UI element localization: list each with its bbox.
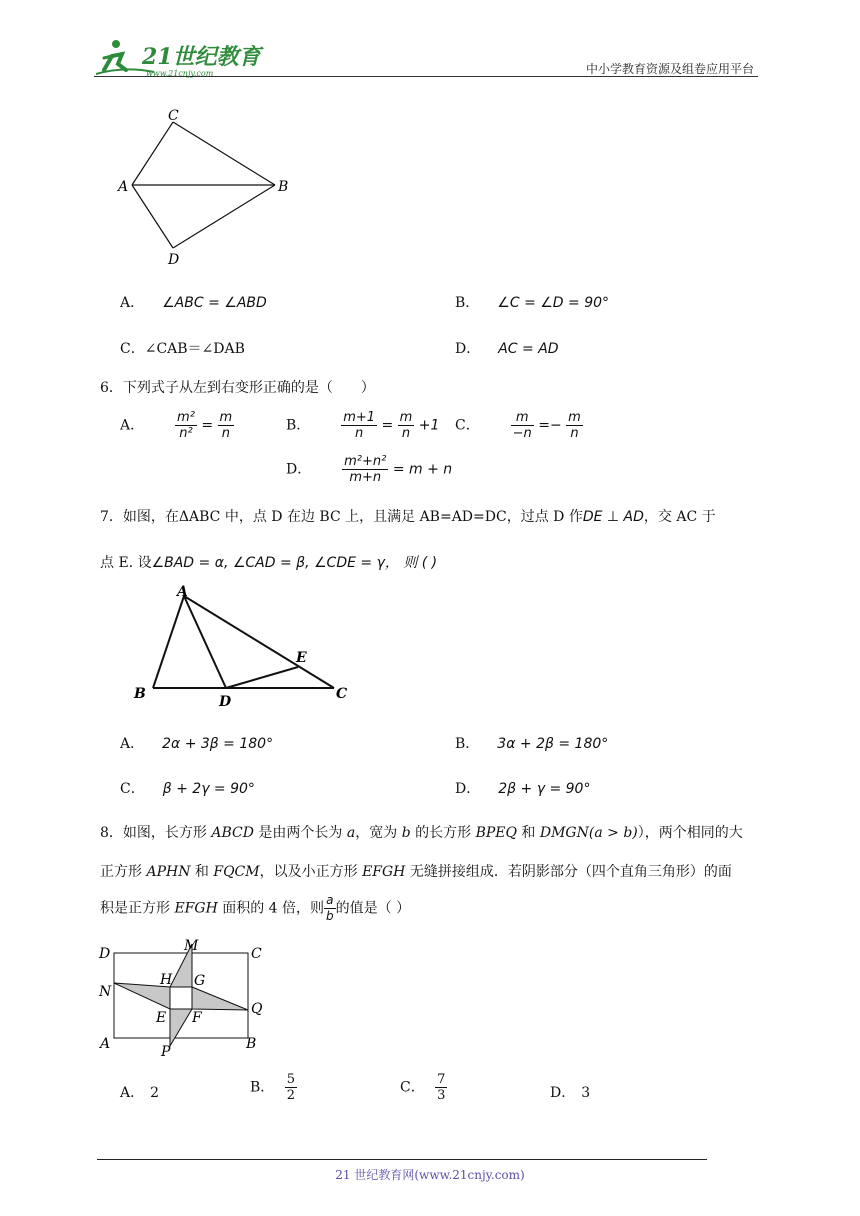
option-letter: A．: [120, 417, 145, 434]
q5-option-c[interactable]: [120, 338, 245, 358]
q8-text: 无缝拼接组成．若阴影部分（四个直角三角形）的面: [405, 864, 732, 880]
q8-var: ABCD: [211, 825, 254, 841]
q8-var: (a > b): [588, 825, 638, 841]
logo-sub-text: www.21cnjy.com: [146, 69, 214, 78]
option-letter: D．: [550, 1085, 576, 1101]
runner-logo-icon: [94, 36, 264, 80]
q8-stem-line2: [100, 861, 732, 881]
q8-text: ），两个相同的大: [637, 825, 743, 841]
q8-text: 和: [516, 825, 540, 841]
q5-label-d: D: [168, 252, 180, 268]
frac-num: m: [399, 410, 413, 425]
q7-figure: [128, 582, 360, 710]
option-text: β + 2γ = 90°: [162, 781, 255, 797]
frac-den: n: [401, 426, 411, 441]
q7-math: ∠BAD = α, ∠CAD = β, ∠CDE = γ: [151, 555, 385, 571]
footer-divider: [97, 1159, 707, 1160]
frac-den: n²: [179, 426, 193, 441]
frac-den: n: [354, 426, 364, 441]
q5-label-b: B: [278, 179, 289, 195]
q8-label-f: F: [192, 1010, 202, 1026]
option-text: 2β + γ = 90°: [498, 781, 591, 797]
q7-option-d[interactable]: [455, 778, 590, 798]
q5-option-d[interactable]: [455, 338, 559, 358]
q7-label-d: D: [219, 694, 232, 710]
q8-stem-line1: [100, 822, 743, 842]
q8-var: b: [401, 825, 411, 841]
frac-num: m: [219, 410, 233, 425]
q8-var: DMGN: [539, 825, 589, 841]
q7-text: 7．如图，在ΔABC 中，点 D 在边 BC 上，且满足 AB=AD=DC，过点 D 作: [100, 509, 583, 525]
option-letter: C．: [120, 341, 145, 357]
option-letter: C．: [455, 417, 480, 434]
frac-den: n: [221, 426, 230, 441]
q5-option-a[interactable]: [120, 292, 267, 312]
option-letter: C．: [400, 1079, 425, 1096]
q8-text: 的值是（ ）: [335, 900, 411, 917]
q7-stem-line2: [100, 552, 437, 572]
q7-math: DE ⊥ AD: [582, 509, 644, 525]
q8-text: 的长方形: [410, 825, 476, 841]
option-text: AC = AD: [498, 341, 559, 357]
option-letter: B．: [250, 1079, 275, 1096]
option-text: 2α + 3β = 180°: [162, 736, 274, 752]
q7-stem-line1: [100, 506, 716, 526]
option-letter: D．: [286, 461, 312, 478]
q8-label-m: M: [184, 938, 199, 954]
option-rhs: = m + n: [392, 461, 453, 478]
q8-text: ，以及小正方形: [259, 864, 363, 880]
q5-label-c: C: [168, 108, 179, 124]
q8-figure: [94, 936, 274, 1060]
frac-num: a: [324, 893, 336, 909]
q8-label-h: H: [160, 972, 173, 988]
q7-text: ， 则 ( ): [384, 555, 438, 571]
q8-text: 和: [190, 864, 214, 880]
footer-link[interactable]: 21 世纪教育网(www.21cnjy.com): [335, 1168, 525, 1182]
option-letter: A．: [120, 1085, 145, 1101]
q7-label-a: A: [177, 584, 188, 600]
q5-figure: [110, 104, 300, 268]
q8-var: a: [346, 825, 356, 841]
q7-option-c[interactable]: [120, 778, 255, 798]
option-letter: A．: [120, 295, 145, 311]
q8-var: FQCM: [213, 864, 260, 880]
q7-label-c: C: [336, 686, 348, 702]
q6-option-a[interactable]: A． $\frac{\text{m²}}{\text{n²}}$ = $\frac{m}{n}$: [120, 410, 233, 441]
q8-label-q: Q: [251, 1001, 263, 1017]
option-letter: B．: [286, 417, 311, 434]
logo-main-text: 21世纪教育: [142, 44, 261, 70]
option-tail: +1: [418, 417, 440, 434]
q8-label-b: B: [246, 1036, 257, 1052]
frac-den: n: [570, 426, 579, 441]
frac-num: 7: [437, 1072, 446, 1087]
frac-num: m: [568, 410, 581, 425]
frac-den: b: [326, 909, 334, 923]
q8-label-c: C: [251, 946, 262, 962]
option-letter: C．: [120, 781, 145, 797]
q8-var: EFGH: [362, 864, 406, 880]
header-divider: [94, 76, 758, 77]
option-text: ∠CAB＝∠DAB: [144, 341, 245, 357]
frac-num: m: [511, 410, 534, 426]
q8-option-b[interactable]: [250, 1072, 297, 1103]
q5-label-a: A: [118, 179, 129, 195]
option-text: ∠C = ∠D = 90°: [497, 295, 610, 311]
q6-option-b[interactable]: B． $\frac{m+1}{n}$ = $\frac{m}{n}$ +1: [286, 410, 440, 441]
frac-num: m²: [177, 410, 195, 425]
q8-label-n: N: [99, 984, 112, 1000]
q8-option-c[interactable]: [400, 1072, 447, 1103]
option-sign: =−: [538, 417, 562, 434]
q7-text: ，交 AC 于: [643, 509, 716, 525]
q8-label-p: P: [161, 1044, 171, 1060]
header-platform-text: 中小学教育资源及组卷应用平台: [585, 62, 754, 76]
option-letter: D．: [455, 781, 481, 797]
q8-option-d[interactable]: [550, 1082, 590, 1102]
frac-den: 3: [437, 1088, 446, 1103]
q8-label-e: E: [156, 1010, 167, 1026]
q8-text: 正方形: [100, 864, 147, 880]
frac-den: m+n: [349, 470, 382, 485]
q5-option-b[interactable]: [455, 292, 609, 312]
q8-var: APHN: [146, 864, 191, 880]
q7-option-a[interactable]: [120, 733, 273, 753]
q8-var: BPEQ: [475, 825, 517, 841]
option-value: 2: [150, 1085, 160, 1101]
q8-text: ，宽为: [355, 825, 402, 841]
q8-text: 8．如图，长方形: [100, 825, 212, 841]
q7-option-b[interactable]: [455, 733, 608, 753]
q8-label-d: D: [99, 946, 111, 962]
q8-option-a[interactable]: [120, 1082, 159, 1102]
q8-label-a: A: [100, 1036, 111, 1052]
option-letter: B．: [455, 736, 480, 752]
q7-label-e: E: [296, 650, 307, 666]
q8-text: 积是正方形: [100, 900, 175, 917]
q8-var: EFGH: [174, 900, 218, 917]
option-text: 3α + 2β = 180°: [497, 736, 609, 752]
q8-stem-line3: [100, 893, 410, 924]
frac-num: m+1: [343, 410, 376, 425]
q6-option-c[interactable]: [455, 410, 583, 441]
frac-den: 2: [286, 1088, 296, 1103]
option-text: ∠ABC = ∠ABD: [162, 295, 267, 311]
frac-den: −n: [512, 426, 532, 441]
q6-option-d[interactable]: [286, 454, 452, 485]
option-value: 3: [581, 1085, 591, 1101]
q8-text: 面积的 4 倍，则: [217, 900, 325, 917]
q7-text: 点 E. 设: [100, 555, 152, 571]
option-letter: A．: [120, 736, 145, 752]
q6-stem: 6．下列式子从左到右变形正确的是（ ）: [100, 380, 375, 396]
site-logo: [94, 36, 264, 80]
option-letter: B．: [455, 295, 480, 311]
frac-num: 5: [286, 1072, 296, 1087]
option-letter: D．: [455, 341, 481, 357]
q7-label-b: B: [134, 686, 146, 702]
q8-label-g: G: [194, 973, 206, 989]
q8-text: 是由两个长为: [253, 825, 347, 841]
frac-num: m²+n²: [344, 454, 387, 469]
